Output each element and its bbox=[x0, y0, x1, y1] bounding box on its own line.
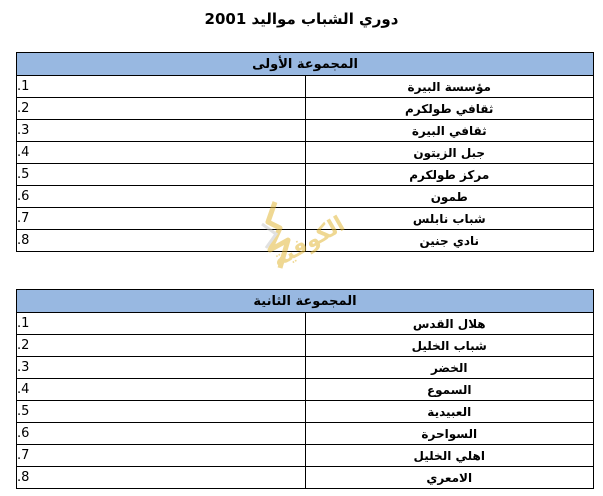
team-name: مؤسسة البيرة bbox=[305, 76, 594, 98]
row-number: 3. bbox=[17, 357, 306, 379]
table-row bbox=[17, 423, 594, 445]
row-number: 4. bbox=[17, 379, 306, 401]
page-title: دوري الشباب مواليد 2001 bbox=[204, 10, 399, 28]
team-name: السموع bbox=[305, 379, 594, 401]
team-name: شباب الخليل bbox=[305, 335, 594, 357]
row-number: 3. bbox=[17, 120, 306, 142]
group-1-header: المجموعة الأولى bbox=[17, 53, 594, 76]
team-name: الخضر bbox=[305, 357, 594, 379]
row-number: 7. bbox=[17, 445, 306, 467]
table-row bbox=[17, 313, 594, 335]
row-number: 7. bbox=[17, 208, 306, 230]
table-row bbox=[17, 98, 594, 120]
row-number: 6. bbox=[17, 423, 306, 445]
row-number: 2. bbox=[17, 98, 306, 120]
team-name: السواحرة bbox=[305, 423, 594, 445]
table-row bbox=[17, 357, 594, 379]
row-number: 4. bbox=[17, 142, 306, 164]
team-name: شباب نابلس bbox=[305, 208, 594, 230]
table-row bbox=[17, 379, 594, 401]
table-row bbox=[17, 142, 594, 164]
team-name: هلال القدس bbox=[305, 313, 594, 335]
group-2-table bbox=[16, 289, 594, 489]
team-name: اهلي الخليل bbox=[305, 445, 594, 467]
row-number: 1. bbox=[17, 76, 306, 98]
team-name: جبل الزيتون bbox=[305, 142, 594, 164]
row-number: 2. bbox=[17, 335, 306, 357]
team-name: نادي جنين bbox=[305, 230, 594, 252]
row-number: 8. bbox=[17, 230, 306, 252]
row-number: 6. bbox=[17, 186, 306, 208]
table-row bbox=[17, 335, 594, 357]
table-row bbox=[17, 230, 594, 252]
row-number: 5. bbox=[17, 401, 306, 423]
team-name: ثقافي طولكرم bbox=[305, 98, 594, 120]
team-name: مركز طولكرم bbox=[305, 164, 594, 186]
table-row bbox=[17, 401, 594, 423]
table-row bbox=[17, 208, 594, 230]
group-2-header: المجموعة الثانية bbox=[17, 290, 594, 313]
watermark-text: الكوفية bbox=[268, 211, 350, 273]
team-name: ثقافي البيرة bbox=[305, 120, 594, 142]
table-row bbox=[17, 76, 594, 98]
row-number: 5. bbox=[17, 164, 306, 186]
team-name: العبيدية bbox=[305, 401, 594, 423]
table-row bbox=[17, 164, 594, 186]
row-number: 1. bbox=[17, 313, 306, 335]
table-row bbox=[17, 467, 594, 489]
table-row bbox=[17, 445, 594, 467]
team-name: طمون bbox=[305, 186, 594, 208]
table-row bbox=[17, 186, 594, 208]
table-row bbox=[17, 120, 594, 142]
row-number: 8. bbox=[17, 467, 306, 489]
group-1-table bbox=[16, 52, 594, 252]
team-name: الامعري bbox=[305, 467, 594, 489]
